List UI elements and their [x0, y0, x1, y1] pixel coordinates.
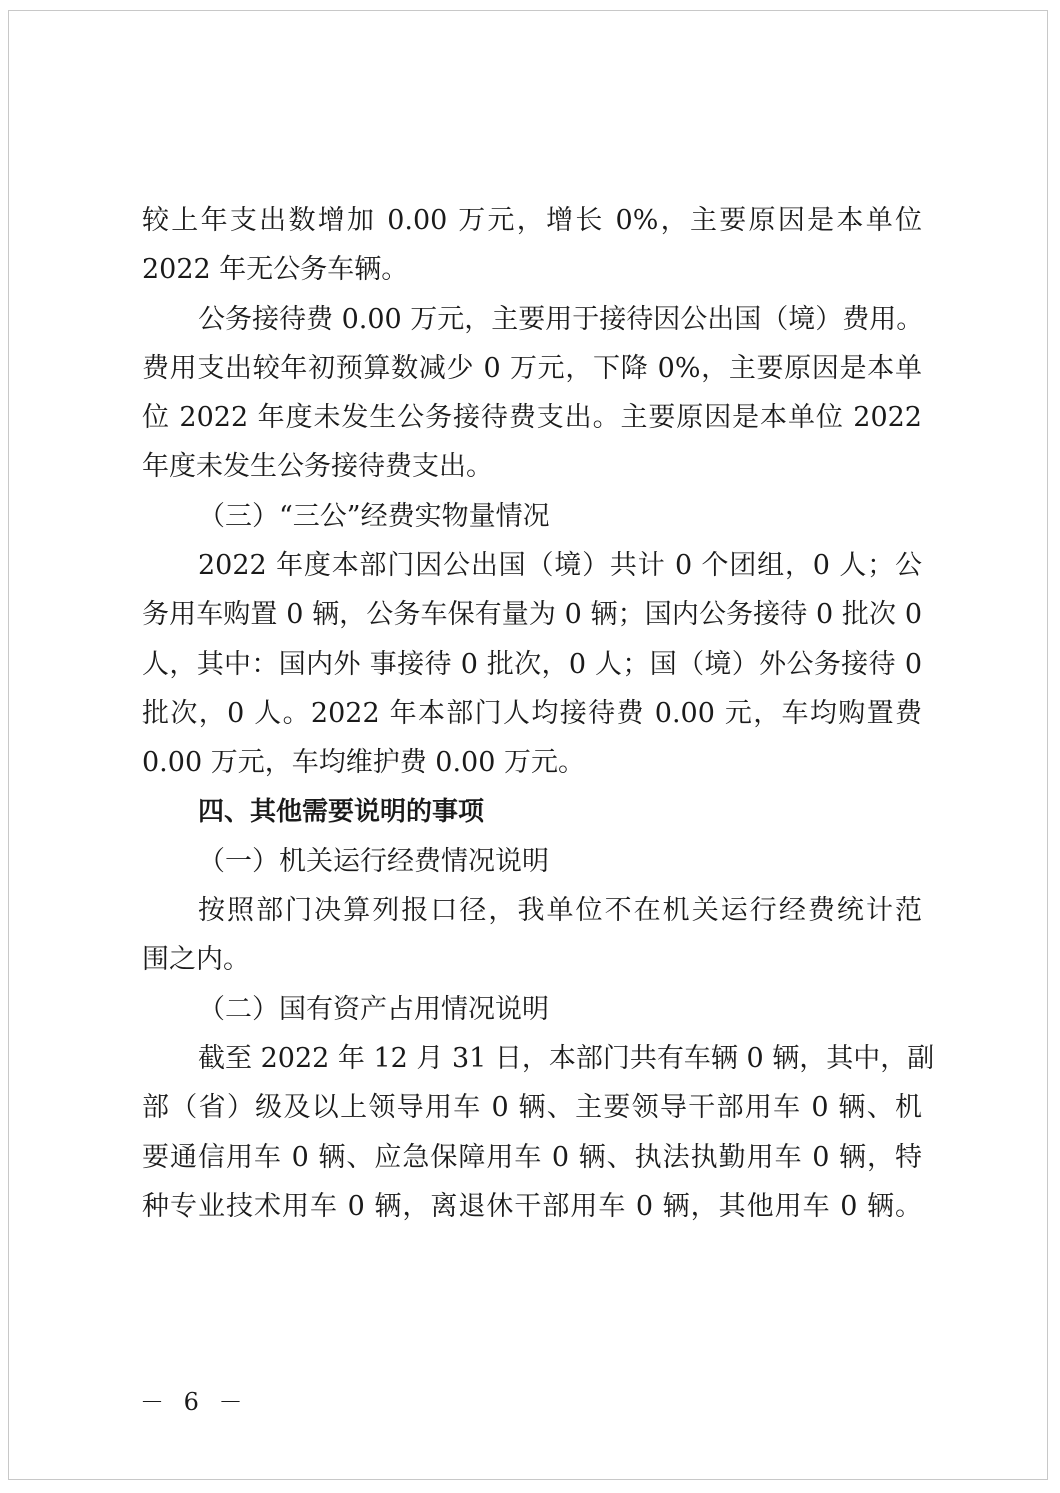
paragraph-line: 2022 年度本部门因公出国（境）共计 0 个团组，0 人；公	[198, 550, 922, 582]
subsection-heading: （一）机关运行经费情况说明	[198, 845, 549, 877]
paragraph-line: 位 2022 年度未发生公务接待费支出。主要原因是本单位 2022	[142, 402, 922, 434]
paragraph-line: 批次，0 人。2022 年本部门人均接待费 0.00 元，车均购置费	[142, 697, 922, 729]
paragraph-line: 围之内。	[142, 944, 250, 976]
paragraph-line: 种专业技术用车 0 辆，离退休干部用车 0 辆，其他用车 0 辆。	[142, 1190, 922, 1222]
paragraph-line: 费用支出较年初预算数减少 0 万元，下降 0%，主要原因是本单	[142, 352, 922, 384]
paragraph-line: 0.00 万元，车均维护费 0.00 万元。	[142, 747, 585, 779]
paragraph-line: 人，其中：国内外 事接待 0 批次，0 人；国（境）外公务接待 0	[142, 648, 922, 680]
paragraph-line: 按照部门决算列报口径，我单位不在机关运行经费统计范	[198, 895, 922, 927]
paragraph-line: 公务接待费 0.00 万元，主要用于接待因公出国（境）费用。	[198, 303, 924, 335]
paragraph-line: 部（省）级及以上领导用车 0 辆、主要领导干部用车 0 辆、机	[142, 1092, 922, 1124]
paragraph-line: 要通信用车 0 辆、应急保障用车 0 辆、执法执勤用车 0 辆，特	[142, 1141, 922, 1173]
paragraph-line: 务用车购置 0 辆，公务车保有量为 0 辆；国内公务接待 0 批次 0	[142, 599, 922, 631]
section-heading: 四、其他需要说明的事项	[198, 796, 485, 827]
subsection-heading: （三）“三公”经费实物量情况	[198, 500, 550, 532]
paragraph-line: 年度未发生公务接待费支出。	[142, 451, 493, 483]
paragraph-line: 较上年支出数增加 0.00 万元，增长 0%，主要原因是本单位	[142, 205, 922, 236]
document-body	[142, 196, 935, 1231]
subsection-heading: （二）国有资产占用情况说明	[198, 993, 549, 1025]
paragraph-line: 2022 年无公务车辆。	[142, 254, 409, 286]
paragraph-line: 截至 2022 年 12 月 31 日，本部门共有车辆 0 辆，其中，副	[198, 1043, 935, 1075]
page-number: － 6 －	[140, 1388, 249, 1416]
